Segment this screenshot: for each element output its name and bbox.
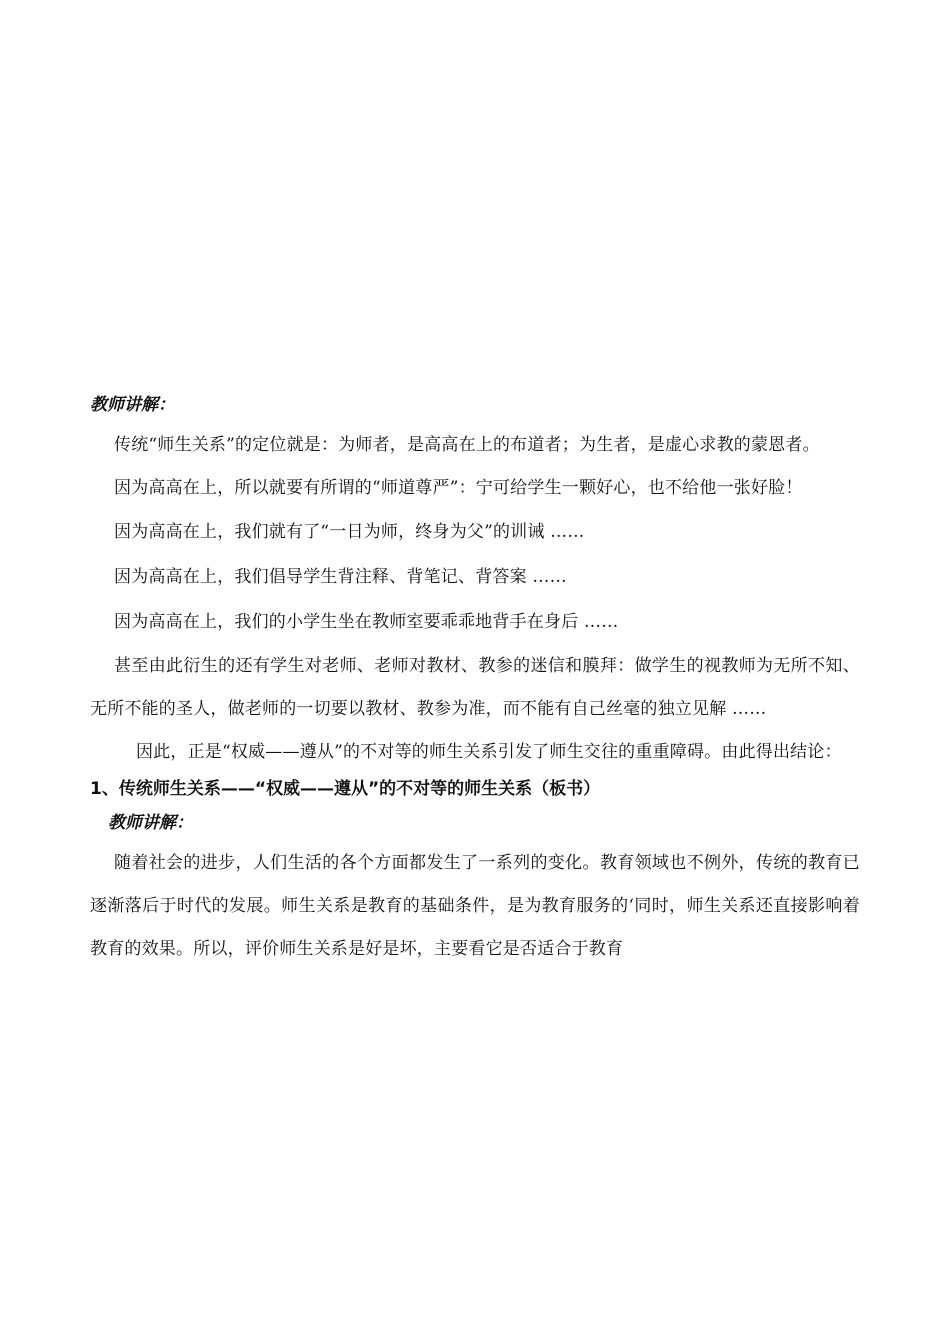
- paragraph-memorize-notes: 因为高高在上，我们倡导学生背注释、背笔记、背答案 ……: [114, 567, 567, 587]
- paragraph-one-day-teacher: 因为高高在上，我们就有了“一日为师，终身为父”的训诫 ……: [114, 522, 585, 542]
- paragraph-traditional-definition: 传统“师生关系”的定位就是：为师者，是高高在上的布道者；为生者，是虚心求教的蒙恩者。: [114, 435, 820, 455]
- paragraph-blind-worship: 甚至由此衍生的还有学生对老师、老师对教材、教参的迷信和膜拜：做学生的视教师为无所不知、无所不能的圣人，做老师的一切要以教材、教参为准，而不能有自己丝毫的独立见解 ……: [90, 656, 860, 719]
- paragraph-teacher-dignity: 因为高高在上，所以就要有所谓的“师道尊严”：宁可给学生一颗好心，也不给他一张好脸！: [114, 478, 803, 498]
- section-heading-teacher-explanation-2: 教师讲解：: [108, 813, 193, 833]
- document-body: [90, 392, 860, 971]
- paragraph-conclusion: 因此，正是“权威——遵从”的不对等的师生关系引发了师生交往的重重障碍。由此得出结论：: [136, 742, 842, 762]
- board-point-traditional-relation: 1、传统师生关系——“权威——遵从”的不对等的师生关系（板书）: [90, 779, 601, 799]
- section-heading-teacher-explanation: 教师讲解：: [90, 395, 175, 415]
- paragraph-hands-behind-back: 因为高高在上，我们的小学生坐在教师室要乖乖地背手在身后 ……: [114, 612, 619, 632]
- paragraph-social-progress: 随着社会的进步，人们生活的各个方面都发生了一系列的变化。教育领域也不例外，传统的教育已逐渐落后于时代的发展。师生关系是教育的基础条件，是为教育服务的‘同时，师生关系还直接影响着教育的效果。所以，评价师生关系是好是坏，主要看它是否适合于教育: [90, 853, 860, 959]
